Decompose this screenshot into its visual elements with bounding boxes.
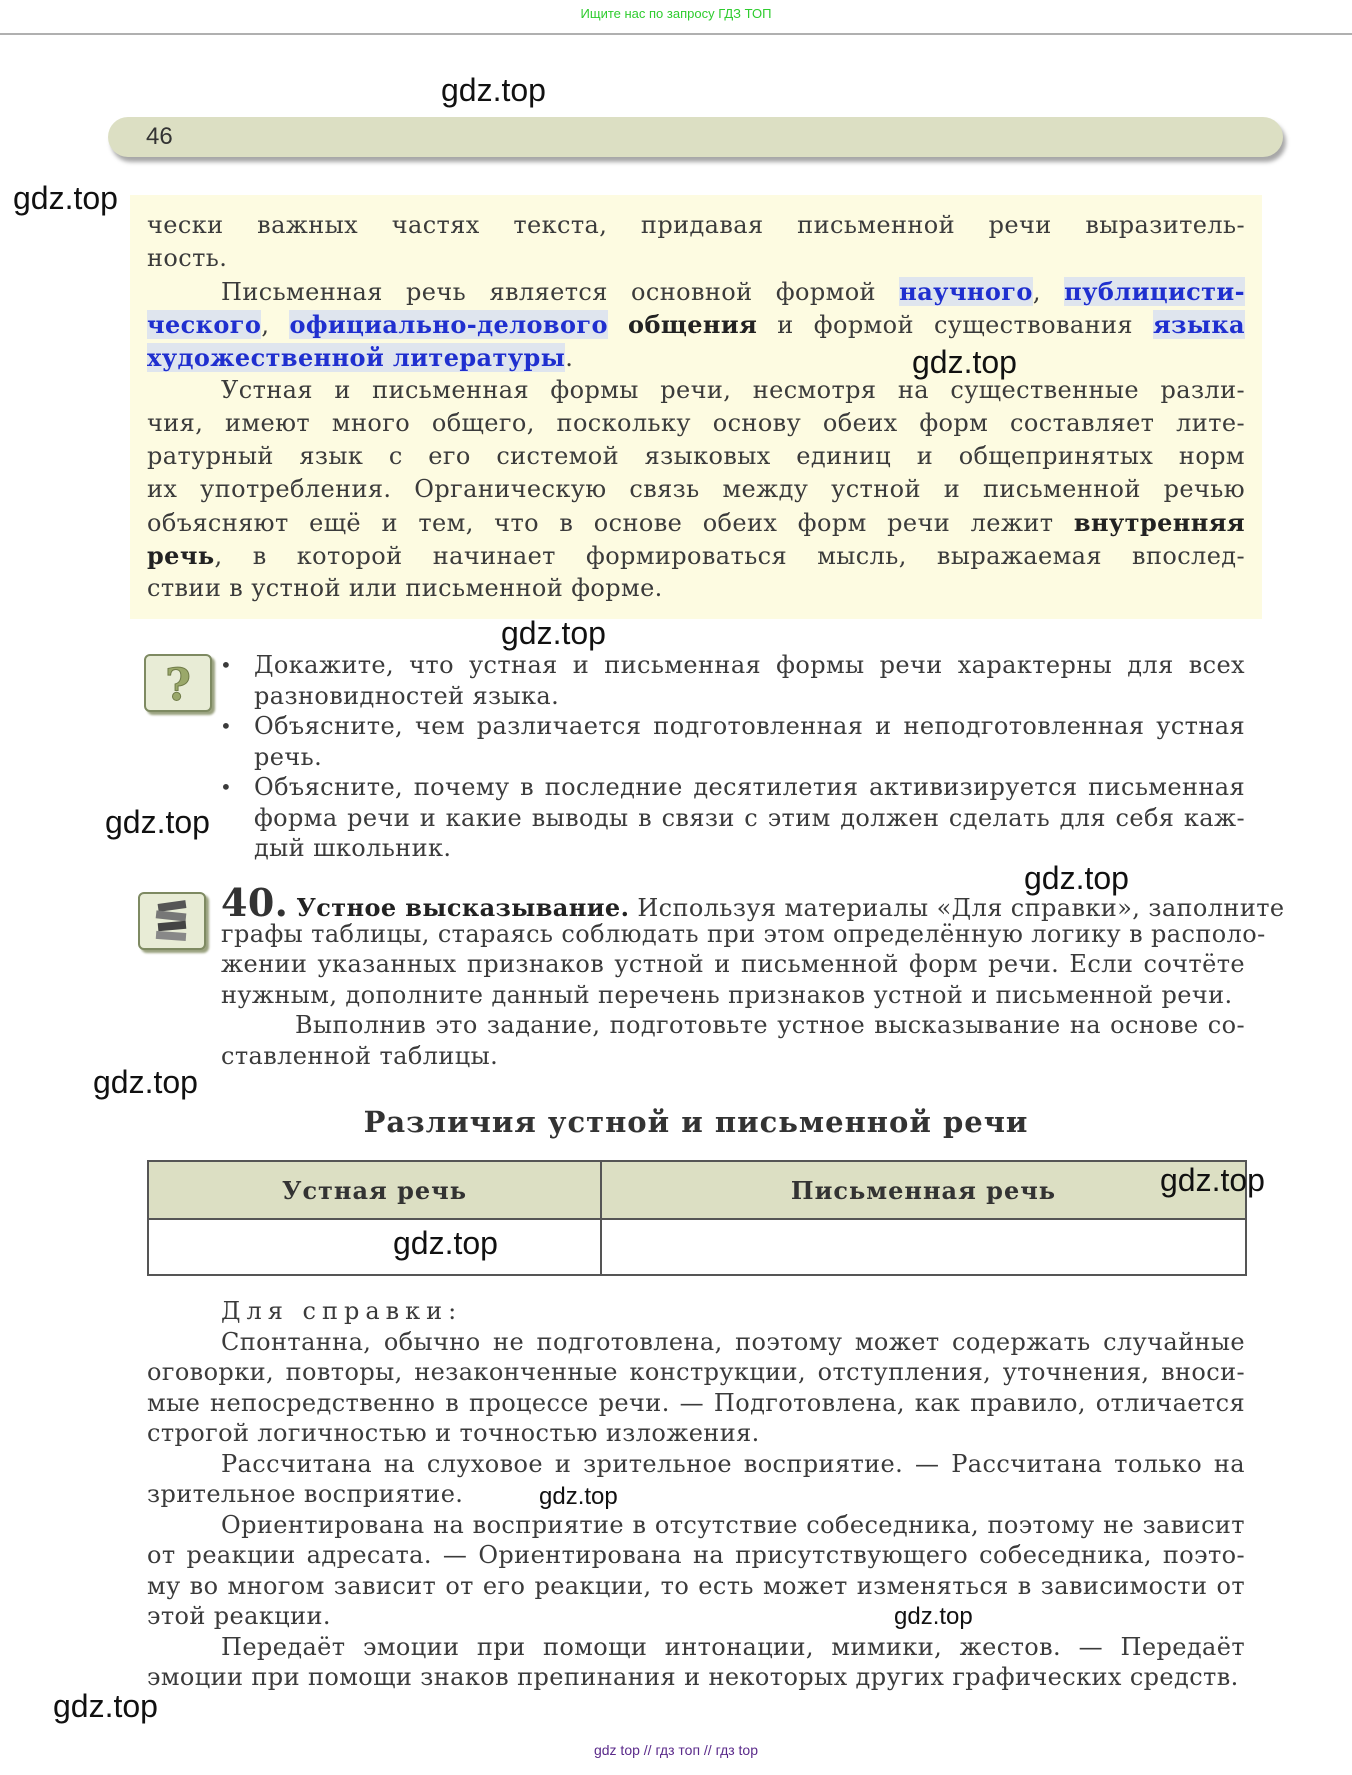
text-segment: , в которой начинает формироваться мысль, выражаемая впослед- bbox=[214, 542, 1245, 570]
watermark: gdz.top bbox=[539, 1483, 618, 1510]
text-line bbox=[147, 1296, 1245, 1327]
text-segment bbox=[608, 311, 628, 339]
highlighted-term: официально-делового bbox=[289, 310, 608, 339]
questions-list bbox=[220, 650, 1245, 864]
text-segment: их употребления. Органическую связь между устной и письменной речью bbox=[147, 475, 1245, 503]
text-line bbox=[220, 650, 1245, 681]
text-line bbox=[220, 772, 1245, 803]
task-40 bbox=[221, 880, 1285, 1071]
bold-term: общения bbox=[628, 310, 758, 339]
text-segment: ность. bbox=[147, 244, 228, 272]
text-line bbox=[221, 949, 1245, 980]
table-header-written: Письменная речь bbox=[601, 1161, 1246, 1219]
watermark: gdz.top bbox=[912, 344, 1017, 380]
text-line bbox=[221, 980, 1245, 1011]
divider bbox=[0, 33, 1352, 35]
text-segment: . bbox=[565, 344, 574, 372]
text-segment: Объясните, почему в последние десятилетия активизируется письменная bbox=[254, 773, 1245, 801]
text-segment: зрительное восприятие. bbox=[147, 1480, 464, 1508]
watermark: gdz.top bbox=[393, 1225, 498, 1261]
text-segment: речь. bbox=[254, 742, 323, 771]
page-header-bar bbox=[108, 117, 1283, 157]
text-line bbox=[147, 473, 1245, 506]
text-line bbox=[254, 833, 1245, 864]
text-line bbox=[147, 1479, 1245, 1510]
text-segment: чески важных частях текста, придавая письменной речи выразитель- bbox=[147, 211, 1245, 239]
table-cell-written[interactable] bbox=[601, 1219, 1246, 1275]
text-line bbox=[147, 1357, 1245, 1388]
text-line bbox=[147, 1418, 1245, 1449]
text-line bbox=[147, 440, 1245, 473]
books-icon bbox=[138, 892, 206, 950]
text-segment: эмоции при помощи знаков препинания и некоторых других графических средств. bbox=[147, 1663, 1239, 1691]
text-segment: и формой существования bbox=[757, 311, 1154, 339]
table-header-oral: Устная речь bbox=[148, 1161, 601, 1219]
bullet-icon: • bbox=[220, 775, 233, 799]
text-line bbox=[147, 572, 1245, 605]
text-segment: Рассчитана на слуховое и зрительное восприятие. — Рассчитана только на bbox=[221, 1449, 1245, 1478]
text-segment: разновидностей языка. bbox=[254, 681, 560, 710]
text-segment: ратурный язык с его системой языковых единиц и общепринятых норм bbox=[147, 442, 1245, 470]
text-line bbox=[221, 1041, 1245, 1072]
text-segment: Используя материалы «Для справки», заполните bbox=[629, 894, 1285, 922]
text-line bbox=[254, 681, 1245, 712]
text-line bbox=[147, 209, 1245, 242]
text-segment: му во многом зависит от его реакции, то есть может изменяться в зависимости от bbox=[147, 1571, 1245, 1600]
text-line bbox=[147, 1601, 1245, 1632]
watermark: gdz.top bbox=[1160, 1162, 1265, 1198]
text-line bbox=[147, 1571, 1245, 1602]
watermark: gdz.top bbox=[105, 804, 210, 840]
bold-term: Устное высказывание. bbox=[296, 893, 630, 922]
watermark: gdz.top bbox=[93, 1064, 198, 1100]
text-line bbox=[147, 1540, 1245, 1571]
text-segment: чия, имеют много общего, поскольку основу обеих форм составляет лите- bbox=[147, 409, 1245, 437]
text-line bbox=[147, 1327, 1245, 1358]
text-line bbox=[147, 1388, 1245, 1419]
text-segment: Докажите, что устная и письменная формы речи характерны для всех bbox=[254, 651, 1245, 679]
text-segment: ставленной таблицы. bbox=[221, 1041, 499, 1070]
text-line bbox=[221, 919, 1266, 950]
highlighted-term: художественной литературы bbox=[147, 343, 566, 372]
text-line bbox=[147, 374, 1245, 407]
bold-term: речь bbox=[147, 541, 215, 570]
text-segment: мые непосредственно в процессе речи. — Подготовлена, как правило, отличается bbox=[147, 1388, 1245, 1417]
exercise-number: 40. bbox=[221, 880, 289, 925]
text-segment: жении указанных признаков устной и письменной форм речи. Если сочтёте bbox=[221, 950, 1245, 978]
table-cell-oral[interactable] bbox=[148, 1219, 601, 1275]
text-segment: Устная и письменная формы речи, несмотря на существенные разли- bbox=[221, 376, 1245, 404]
text-segment: строгой логичностью и точностью изложения. bbox=[147, 1419, 760, 1447]
text-line bbox=[147, 242, 1245, 275]
table-title: Различия устной и письменной речи bbox=[363, 1105, 1029, 1139]
page-number: 46 bbox=[146, 123, 173, 150]
text-line bbox=[147, 1662, 1245, 1693]
text-segment: дый школьник. bbox=[254, 834, 452, 862]
text-segment: Передаёт эмоции при помощи интонации, мимики, жестов. — Передаёт bbox=[221, 1632, 1245, 1661]
text-segment: Для справки: bbox=[221, 1297, 463, 1325]
text-line bbox=[147, 341, 1245, 374]
search-banner: Ищите нас по запросу ГДЗ ТОП bbox=[580, 6, 772, 21]
text-line bbox=[147, 308, 1245, 341]
text-line bbox=[147, 539, 1245, 572]
text-segment: форма речи и какие выводы в связи с этим должен сделать для себя каж- bbox=[254, 803, 1245, 832]
bullet-icon: • bbox=[220, 653, 233, 677]
bullet-icon: • bbox=[220, 714, 233, 738]
highlighted-term: ческого bbox=[147, 310, 262, 339]
text-segment: Спонтанна, обычно не подготовлена, поэтому может содержать случайные bbox=[221, 1327, 1245, 1356]
text-line bbox=[147, 506, 1245, 539]
reference-text bbox=[147, 1296, 1245, 1693]
bold-term: внутренняя bbox=[1073, 508, 1245, 537]
text-line bbox=[254, 803, 1245, 834]
text-segment: Письменная речь является основной формой bbox=[221, 278, 900, 306]
highlighted-term: языка bbox=[1153, 310, 1246, 339]
text-line bbox=[254, 742, 1245, 773]
text-segment: Ориентирована на восприятие в отсутствие собеседника, поэтому не зависит bbox=[221, 1510, 1245, 1539]
text-line bbox=[220, 711, 1245, 742]
question-icon bbox=[144, 654, 212, 712]
text-segment: Выполнив это задание, подготовьте устное высказывание на основе со- bbox=[295, 1011, 1245, 1039]
text-line bbox=[221, 1010, 1245, 1041]
watermark: gdz.top bbox=[441, 72, 546, 108]
watermark: gdz.top bbox=[501, 615, 606, 651]
text-line bbox=[147, 275, 1245, 308]
watermark: gdz.top bbox=[1024, 860, 1129, 896]
text-segment: ствии в устной или письменной форме. bbox=[147, 574, 663, 602]
text-segment: , bbox=[261, 311, 290, 339]
theory-text bbox=[147, 209, 1245, 605]
highlighted-term: научного bbox=[899, 277, 1033, 306]
text-segment: , bbox=[1032, 278, 1065, 306]
watermark: gdz.top bbox=[13, 180, 118, 216]
footer-links: gdz top // гдз топ // гдз top bbox=[593, 1742, 759, 1758]
text-line bbox=[147, 407, 1245, 440]
watermark: gdz.top bbox=[53, 1688, 158, 1724]
text-line bbox=[147, 1632, 1245, 1663]
text-line bbox=[147, 1449, 1245, 1480]
text-segment: от реакции адресата. — Ориентирована на присутствующего собеседника, поэто- bbox=[147, 1541, 1245, 1569]
text-line bbox=[147, 1510, 1245, 1541]
text-segment: этой реакции. bbox=[147, 1602, 331, 1630]
text-segment: Объясните, чем различается подготовленная и неподготовленная устная bbox=[254, 712, 1245, 740]
watermark: gdz.top bbox=[894, 1603, 973, 1630]
text-segment: нужным, дополните данный перечень признаков устной и письменной речи. bbox=[221, 980, 1233, 1009]
comparison-table bbox=[147, 1160, 1247, 1276]
text-segment: объясняют ещё и тем, что в основе обеих форм речи лежит bbox=[147, 509, 1074, 537]
svg-text:?: ? bbox=[165, 660, 191, 710]
highlighted-term: публицисти- bbox=[1064, 277, 1245, 306]
text-segment: графы таблицы, стараясь соблюдать при этом определённую логику в располо- bbox=[221, 919, 1266, 948]
text-segment: оговорки, повторы, незаконченные конструкции, отступления, уточнения, вноси- bbox=[147, 1358, 1245, 1386]
